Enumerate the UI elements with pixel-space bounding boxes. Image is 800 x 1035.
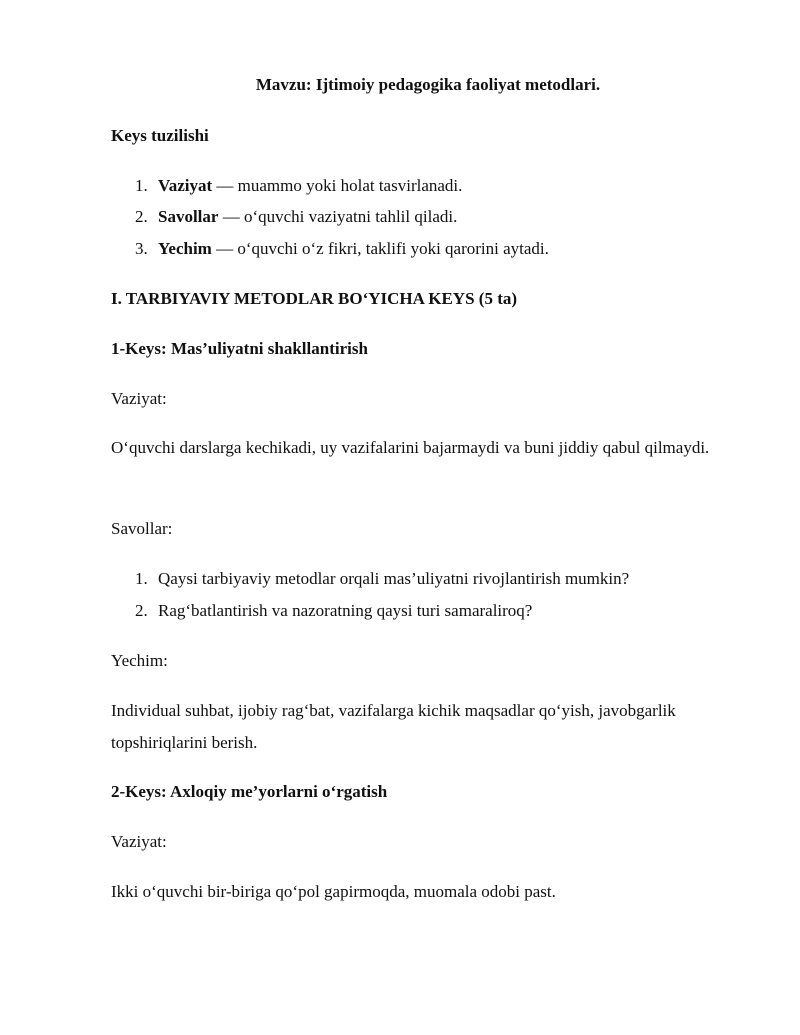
list-text: — o‘quvchi vaziyatni tahlil qiladi.: [218, 207, 458, 226]
case1-questions-label: Savollar:: [111, 519, 173, 538]
case1-situation-label: Vaziyat:: [111, 389, 167, 408]
list-term: Savollar: [158, 207, 219, 226]
list-text: — o‘quvchi o‘z fikri, taklifi yoki qarorini aytadi.: [211, 239, 549, 258]
list-number: 3.: [135, 239, 148, 258]
structure-item: [135, 175, 462, 197]
list-text: Rag‘batlantirish va nazoratning qaysi turi samaraliroq?: [158, 601, 533, 620]
structure-heading: Keys tuzilishi: [111, 126, 209, 145]
case1-solution-text: Individual suhbat, ijobiy rag‘bat, vazifalarga kichik maqsadlar qo‘yish, javobgarlik topshiriqlarini berish.: [111, 701, 676, 752]
list-term: Yechim: [158, 239, 212, 258]
case1-heading: 1-Keys: Mas’uliyatni shakllantirish: [111, 339, 368, 358]
case2-situation-label: Vaziyat:: [111, 832, 167, 851]
structure-item: [135, 206, 457, 228]
list-number: 1.: [135, 569, 148, 588]
case1-solution-label: Yechim:: [111, 651, 168, 670]
list-number: 2.: [135, 601, 148, 620]
list-term: Vaziyat: [158, 176, 213, 195]
list-text: — muammo yoki holat tasvirlanadi.: [212, 176, 463, 195]
list-text: Qaysi tarbiyaviy metodlar orqali mas’uliyatni rivojlantirish mumkin?: [158, 569, 630, 588]
case2-heading: 2-Keys: Axloqiy me’yorlarni o‘rgatish: [111, 782, 388, 801]
case1-question-item: [135, 568, 629, 590]
case2-situation-text: Ikki o‘quvchi bir-biriga qo‘pol gapirmoqda, muomala odobi past.: [111, 882, 556, 901]
document-title: Mavzu: Ijtimoiy pedagogika faoliyat metodlari.: [255, 75, 601, 94]
list-number: 2.: [135, 207, 148, 226]
list-number: 1.: [135, 176, 148, 195]
case1-situation-text: O‘quvchi darslarga kechikadi, uy vazifalarini bajarmaydi va buni jiddiy qabul qilmaydi.: [111, 438, 710, 457]
case1-question-item: [135, 600, 532, 622]
structure-item: [135, 238, 549, 260]
section-heading: I. TARBIYAVIY METODLAR BO‘YICHA KEYS (5 ta): [111, 289, 518, 308]
